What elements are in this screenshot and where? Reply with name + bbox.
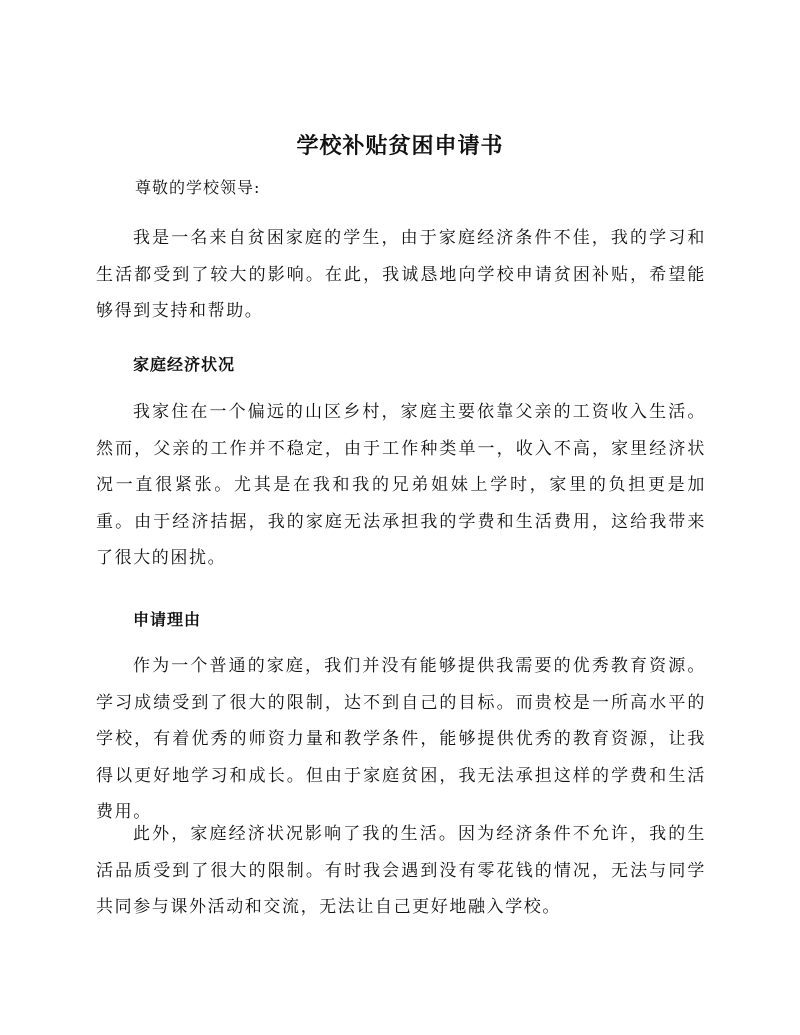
paragraph-family-finances: 我家住在一个偏远的山区乡村，家庭主要依靠父亲的工资收入生活。然而，父亲的工作并不稳定，由于工作种类单一，收入不高，家里经济状况一直很紧张。尤其是在我和我的兄弟姐妹上学时，家里的负担更是加重。由于经济拮据，我的家庭无法承担我的学费和生活费用，这给我带来了很大的困扰。 [96, 402, 706, 568]
paragraph-life-impact: 此外，家庭经济状况影响了我的生活。因为经济条件不允许，我的生活品质受到了很大的限制。有时我会遇到没有零花钱的情况，无法与同学共同参与课外活动和交流，无法让自己更好地融入学校。 [96, 824, 706, 917]
section-heading-family-finances: 家庭经济状况 [133, 355, 236, 374]
document-title: 学校补贴贫困申请书 [296, 134, 504, 159]
paragraph-application-reason: 作为一个普通的家庭，我们并没有能够提供我需要的优秀教育资源。学习成绩受到了很大的限制，达不到自己的目标。而贵校是一所高水平的学校，有着优秀的师资力量和教学条件，能够提供优秀的教育资源，让我得以更好地学习和成长。但由于家庭贫困，我无法承担这样的学费和生活费用。 [96, 656, 706, 822]
paragraph-introduction: 我是一名来自贫困家庭的学生，由于家庭经济条件不佳，我的学习和生活都受到了较大的影响。在此，我诚恳地向学校申请贫困补贴，希望能够得到支持和帮助。 [96, 228, 706, 321]
salutation: 尊敬的学校领导: [135, 178, 261, 197]
section-heading-application-reason: 申请理由 [133, 610, 202, 629]
